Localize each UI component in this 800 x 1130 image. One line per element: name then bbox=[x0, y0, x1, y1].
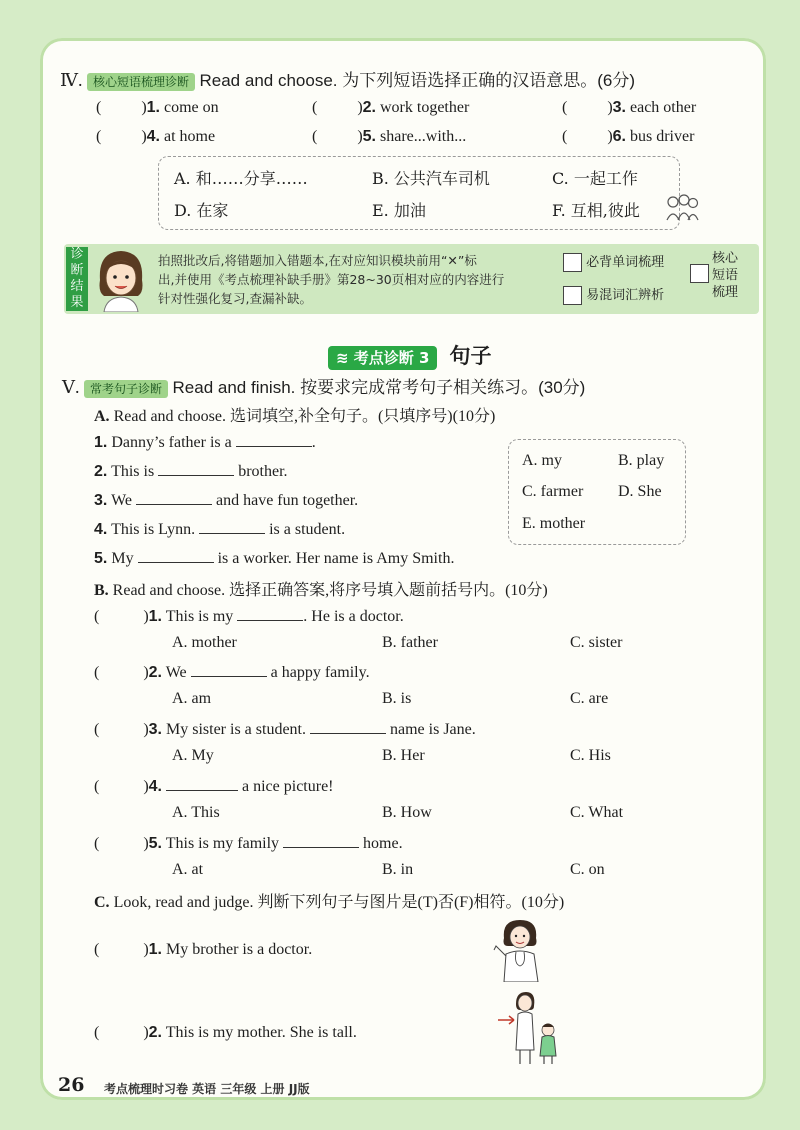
section4-heading bbox=[60, 66, 635, 91]
phrase-option: E. 加油 bbox=[372, 201, 426, 220]
choice-question: ( )5. This is my family home. bbox=[94, 835, 403, 852]
choice-option[interactable]: A. This bbox=[172, 804, 220, 821]
fill-sentence: 1. Danny’s father is a . bbox=[94, 434, 316, 451]
phrase-item: ( )1. come on bbox=[96, 99, 219, 116]
group-figures-icon bbox=[664, 192, 700, 222]
choice-option[interactable]: C. His bbox=[570, 747, 611, 764]
phrase-option: B. 公共汽车司机 bbox=[372, 169, 490, 188]
fill-sentence: 2. This is brother. bbox=[94, 463, 288, 480]
choice-option[interactable]: A. am bbox=[172, 690, 212, 707]
diagnosis-label: 诊 断 结 果 bbox=[66, 247, 88, 311]
phrase-item: ( )3. each other bbox=[562, 99, 697, 116]
banner-title: 句子 bbox=[449, 344, 492, 368]
section5-instruction: Read and finish. 按要求完成常考句子相关练习。(30分) bbox=[172, 378, 586, 397]
choice-option[interactable]: B. father bbox=[382, 634, 438, 651]
choice-option[interactable]: A. My bbox=[172, 747, 214, 764]
fill-sentence: 3. We and have fun together. bbox=[94, 492, 359, 509]
fill-blank[interactable] bbox=[138, 548, 214, 563]
checkbox-phrases[interactable] bbox=[690, 264, 709, 283]
choice-option[interactable]: B. How bbox=[382, 804, 432, 821]
checkbox-phrases-label: 核心 短语 梳理 bbox=[712, 251, 739, 300]
page-number: 26 bbox=[58, 1074, 85, 1096]
checkbox-confusing-words[interactable]: 易混词汇辨析 bbox=[563, 284, 664, 305]
fill-blank[interactable] bbox=[199, 519, 265, 534]
phrase-item: ( )5. share...with... bbox=[312, 128, 467, 145]
mother-child-illustration bbox=[494, 990, 564, 1066]
section5-tag: 常考句子诊断 bbox=[84, 380, 168, 398]
phrase-item: ( )6. bus driver bbox=[562, 128, 695, 145]
choice-option[interactable]: C. sister bbox=[570, 634, 623, 651]
phrase-option: A. 和……分享…… bbox=[174, 169, 308, 188]
phrase-item: ( )4. at home bbox=[96, 128, 216, 145]
judge-question: ( )2. This is my mother. She is tall. bbox=[94, 1024, 357, 1041]
choice-option[interactable]: A. at bbox=[172, 861, 204, 878]
fill-blank[interactable] bbox=[136, 490, 212, 505]
section4-tag: 核心短语梳理诊断 bbox=[87, 73, 195, 91]
doctor-illustration bbox=[490, 916, 552, 982]
section-banner bbox=[328, 340, 491, 370]
fill-blank[interactable] bbox=[236, 432, 312, 447]
choice-option[interactable]: B. is bbox=[382, 690, 412, 707]
partB-heading: B. Read and choose. 选择正确答案,将序号填入题前括号内。(10分) bbox=[94, 582, 548, 599]
section4-instruction: Read and choose. 为下列短语选择正确的汉语意思。(6分) bbox=[199, 71, 635, 90]
choice-question: ( )3. My sister is a student. name is Jane. bbox=[94, 721, 476, 738]
fill-sentence: 5. My is a worker. Her name is Amy Smith. bbox=[94, 550, 455, 567]
partC-heading: C. Look, read and judge. 判断下列句子与图片是(T)否(F)相符。(10分) bbox=[94, 894, 565, 911]
checkbox-vocab[interactable]: 必背单词梳理 bbox=[563, 251, 664, 272]
phrase-option: D. 在家 bbox=[174, 201, 229, 220]
girl-avatar-icon bbox=[92, 246, 150, 312]
word-option: C. farmer bbox=[522, 483, 584, 500]
section4-roman: Ⅳ. bbox=[60, 70, 83, 90]
word-option: B. play bbox=[618, 452, 665, 469]
choice-question: ( )4. a nice picture! bbox=[94, 778, 334, 795]
footer-text: 考点梳理时习卷 英语 三年级 上册 JJ版 bbox=[104, 1082, 310, 1096]
phrase-option: F. 互相,彼此 bbox=[552, 201, 640, 220]
choice-option[interactable]: B. in bbox=[382, 861, 414, 878]
choice-option[interactable]: B. Her bbox=[382, 747, 425, 764]
choice-option[interactable]: C. are bbox=[570, 690, 609, 707]
choice-question: ( )2. We a happy family. bbox=[94, 664, 370, 681]
choice-option[interactable]: C. What bbox=[570, 804, 624, 821]
choice-option[interactable]: A. mother bbox=[172, 634, 237, 651]
diagnosis-instructions: 拍照批改后,将错题加入错题本,在对应知识模块前用“✕”标 出,并使用《考点梳理补缺手册》第28~30页相对应的内容进行 针对性强化复习,查漏补缺。 bbox=[158, 253, 505, 306]
fill-sentence: 4. This is Lynn. is a student. bbox=[94, 521, 346, 538]
section5-heading: Ⅴ. 常考句子诊断 Read and finish. 按要求完成常考句子相关练习。(30分) bbox=[62, 377, 586, 397]
partA-heading: A. Read and choose. 选词填空,补全句子。(只填序号)(10分) bbox=[94, 408, 496, 425]
word-option: E. mother bbox=[522, 515, 586, 532]
word-option: A. my bbox=[522, 452, 562, 469]
phrase-option: C. 一起工作 bbox=[552, 169, 638, 188]
phrase-item: ( )2. work together bbox=[312, 99, 470, 116]
word-option: D. She bbox=[618, 483, 662, 500]
fill-blank[interactable] bbox=[158, 461, 234, 476]
choice-question: ( )1. This is my . He is a doctor. bbox=[94, 608, 404, 625]
banner-tag: ≋ 考点诊断 3 bbox=[328, 346, 437, 370]
choice-option[interactable]: C. on bbox=[570, 861, 605, 878]
judge-question: ( )1. My brother is a doctor. bbox=[94, 941, 313, 958]
